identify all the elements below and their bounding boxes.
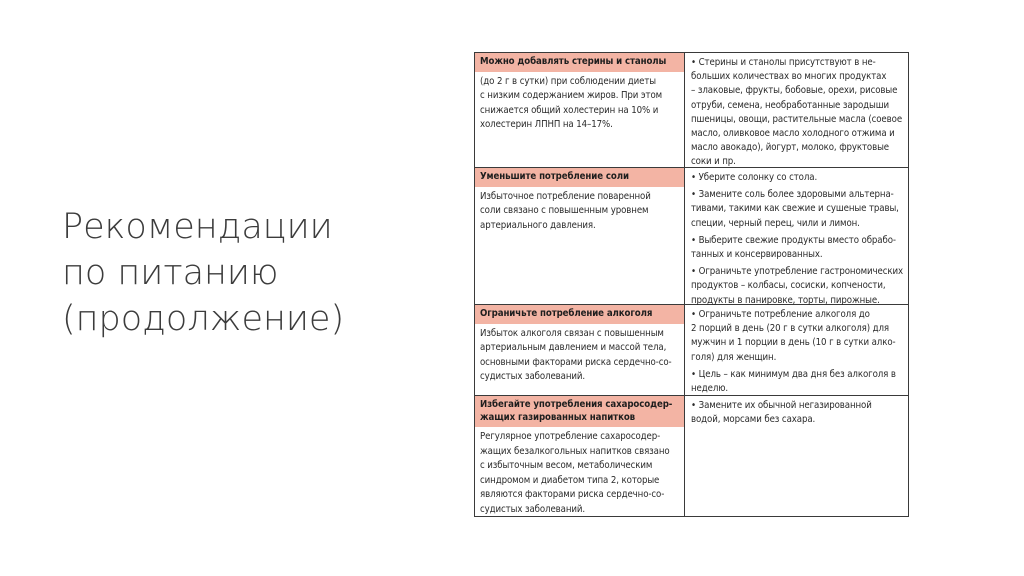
recommendation-description [475,72,684,133]
bullet-line: танных и консервированных. [691,249,823,261]
bullet-line: • Замените соль более здоровыми альтерна- [691,189,894,201]
description-line: с низким содержанием жиров. При этом [480,90,663,101]
bullet-line: • Цель – как минимум два дня без алкоголя в [691,368,896,380]
bullet-line: • Замените их обычной негазированной [691,400,872,411]
header-line: Можно добавлять стерины и станолы [480,56,667,67]
bullet-line: тивами, такими как свежие и сушеные травы, [691,203,899,215]
advice-bullet [691,56,902,170]
header-line: Ограничьте потребление алкоголя [480,308,653,319]
nutrition-recommendations-table [474,52,909,517]
bullet-line: отруби, семена, необработанные зародыши [691,99,890,111]
description-line: Избыточное потребление поваренной [480,190,651,202]
advice-cell [686,305,908,399]
table-row [475,53,908,168]
description-line: судистых заболеваний. [480,503,586,515]
bullet-line: масло, оливковое масло холодного отжима и [691,128,895,140]
description-line: основными факторами риска сердечно-со- [480,356,672,368]
advice-bullet [691,399,902,427]
recommendation-header [475,53,684,72]
recommendation-description [475,187,684,234]
title-line: (продолжение) [62,299,345,339]
description-line: являются факторами риска сердечно-со- [480,489,665,500]
recommendation-cell [475,396,685,516]
description-line: Избыток алкоголя связан с повышенным [480,327,664,339]
title-line: Рекомендации [62,207,333,247]
description-line: жащих безалкогольных напитков связано [480,445,670,457]
advice-cell [686,53,908,173]
table-row [475,168,908,305]
advice-bullet [691,171,902,185]
description-line: холестерин ЛПНП на 14–17%. [480,119,613,130]
advice-cell [686,396,908,430]
table-row [475,305,908,396]
bullet-line: продукты в панировке, торты, пирожные. [691,294,880,306]
table-row [475,396,908,516]
advice-cell [686,168,908,311]
bullet-line: продуктов – колбасы, сосиски, копчености, [691,280,886,292]
slide-title [62,204,422,342]
advice-bullet [691,234,902,262]
description-line: Регулярное употребление сахаросодер- [480,431,661,442]
description-line: судистых заболеваний. [480,371,586,382]
bullet-line: голя) для женщин. [691,351,777,363]
description-line: соли связано с повышенным уровнем [480,205,649,216]
bullet-line: пшеницы, овощи, растительные масла (соевое [691,113,903,125]
bullet-line: соки и пр. [691,156,736,168]
recommendation-header [475,396,684,427]
header-line: Избегайте употребления сахаросодер- [480,399,673,410]
bullet-line: • Ограничьте употребление гастрономических [691,266,904,278]
header-line: жащих газированных напитков [480,411,636,423]
bullet-line: • Ограничьте потребление алкоголя до [691,309,870,320]
bullet-line: масло авокадо), йогурт, молоко, фруктовые [691,142,890,154]
bullet-line: мужчин и 1 порции в день (10 г в сутки алко- [691,337,896,349]
bullet-line: • Стерины и станолы присутствуют в не- [691,57,876,68]
description-line: артериального давления. [480,219,596,231]
bullet-line: специи, черный перец, чили и лимон. [691,217,860,229]
bullet-line: больших количествах во многих продуктах [691,71,887,83]
recommendation-header [475,305,684,324]
description-line: артериальным давлением и массой тела, [480,342,667,353]
advice-bullet [691,368,902,396]
description-line: синдромом и диабетом типа 2, которые [480,474,660,486]
bullet-line: 2 порций в день (20 г в сутки алкоголя) для [691,323,889,335]
bullet-line: – злаковые, фрукты, бобовые, орехи, рисовые [691,85,898,97]
bullet-line: неделю. [691,383,729,395]
recommendation-cell [475,168,685,304]
bullet-line: • Уберите солонку со стола. [691,172,818,183]
recommendation-header [475,168,684,187]
bullet-line: • Выберите свежие продукты вместо обрабо- [691,234,896,246]
advice-bullet [691,265,902,308]
bullet-line: водой, морсами без сахара. [691,414,816,426]
title-line: по питанию [62,253,279,293]
advice-bullet [691,188,902,231]
recommendation-cell [475,53,685,167]
advice-bullet [691,308,902,365]
description-line: с избыточным весом, метаболическим [480,460,653,471]
description-line: снижается общий холестерин на 10% и [480,104,659,116]
recommendation-description [475,427,684,517]
recommendation-description [475,324,684,385]
description-line: (до 2 г в сутки) при соблюдении диеты [480,75,657,87]
header-line: Уменьшите потребление соли [480,171,629,182]
recommendation-cell [475,305,685,395]
